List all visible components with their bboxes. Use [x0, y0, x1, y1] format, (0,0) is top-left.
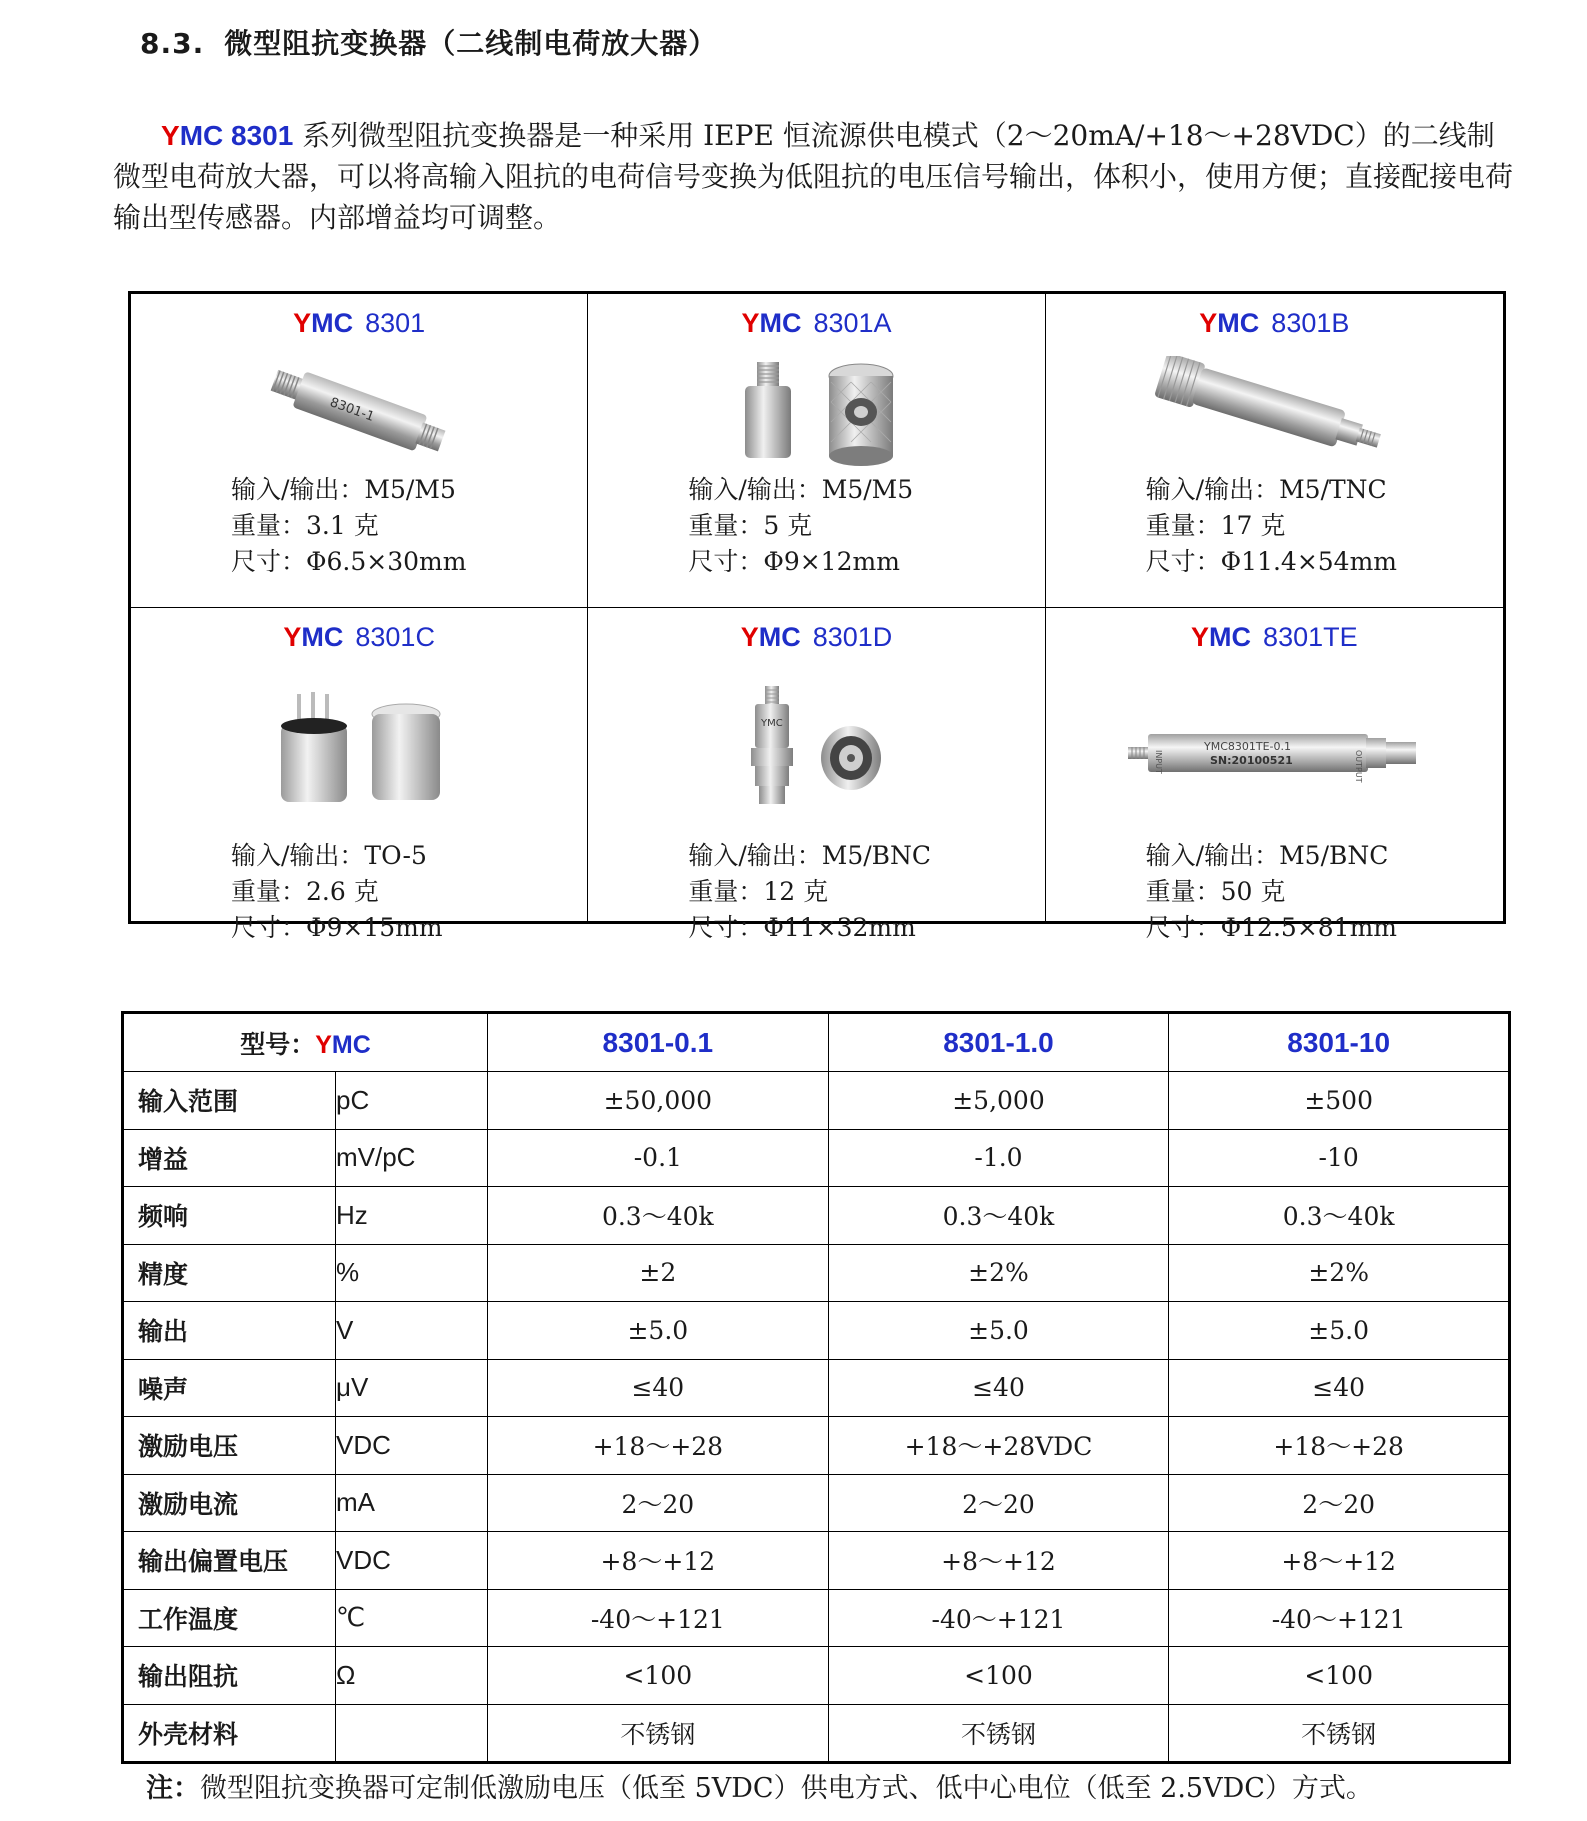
- product-card: [588, 294, 1045, 608]
- param-name: 激励电流: [123, 1474, 336, 1532]
- footnote-text: 微型阻抗变换器可定制低激励电压（低至 5VDC）供电方式、低中心电位（低至 2.5VDC）方式。: [200, 1773, 1373, 1804]
- model-label-cell: [123, 1013, 488, 1072]
- param-value: +18～+28: [1169, 1417, 1510, 1475]
- product-title: [588, 308, 1044, 339]
- param-value: ≤40: [828, 1359, 1169, 1417]
- product-specs: [1146, 472, 1397, 580]
- product-io: 输入/输出：M5/M5: [688, 475, 914, 504]
- param-value: 2～20: [1169, 1474, 1510, 1532]
- brand-y: Y: [741, 308, 760, 338]
- param-value: ±2%: [1169, 1244, 1510, 1302]
- product-specs: [231, 472, 466, 580]
- section-heading: [140, 22, 717, 62]
- param-unit: pC: [336, 1072, 488, 1130]
- product-specs: [688, 472, 913, 580]
- product-weight: 重量：12 克: [688, 876, 829, 906]
- param-name: 外壳材料: [123, 1704, 336, 1763]
- param-value: ±50,000: [488, 1072, 829, 1130]
- table-row: [123, 1129, 1510, 1187]
- param-value: -40～+121: [488, 1589, 829, 1647]
- product-io: 输入/输出：M5/TNC: [1145, 475, 1387, 504]
- param-value: 0.3～40k: [828, 1187, 1169, 1245]
- product-card: [588, 608, 1045, 942]
- param-value: ≤40: [488, 1359, 829, 1417]
- table-row: [123, 1589, 1510, 1647]
- brand-y: Y: [293, 308, 312, 338]
- table-row: [123, 1647, 1510, 1705]
- param-value: ±2: [488, 1244, 829, 1302]
- param-value: +8～+12: [828, 1532, 1169, 1590]
- product-card: [131, 294, 588, 608]
- product-image-8301te: [1124, 714, 1424, 794]
- product-engraving: YMC: [761, 717, 784, 729]
- param-value: 不锈钢: [488, 1704, 829, 1763]
- param-unit: VDC: [336, 1532, 488, 1590]
- param-unit: Hz: [336, 1187, 488, 1245]
- param-value: 2～20: [828, 1474, 1169, 1532]
- param-value: ±500: [1169, 1072, 1510, 1130]
- param-unit: VDC: [336, 1417, 488, 1475]
- table-row: [123, 1704, 1510, 1763]
- intro-brand: YMC 8301: [161, 120, 294, 151]
- product-image-8301: [259, 356, 459, 466]
- param-unit: mA: [336, 1474, 488, 1532]
- table-row: [123, 1187, 1510, 1245]
- param-value: 0.3～40k: [488, 1187, 829, 1245]
- param-name: 输出: [123, 1302, 336, 1360]
- table-row: [123, 1359, 1510, 1417]
- product-engraving-input: INPUT: [1154, 749, 1164, 774]
- product-model: 8301: [365, 308, 426, 338]
- product-engraving: YMC8301TE-0.1: [1204, 739, 1292, 753]
- product-image-8301b: [1149, 356, 1399, 466]
- spec-table: [121, 1011, 1511, 1764]
- product-title: [131, 622, 587, 653]
- param-value: +18～+28VDC: [828, 1417, 1169, 1475]
- product-serial: SN:20100521: [1210, 753, 1294, 767]
- brand-mc: MC: [759, 308, 802, 338]
- product-title: [131, 308, 587, 339]
- product-specs: [231, 838, 443, 946]
- product-card: [1046, 608, 1503, 942]
- column-header: 8301-0.1: [488, 1013, 829, 1072]
- param-value: +8～+12: [488, 1532, 829, 1590]
- product-size: 尺寸：Φ6.5×30mm: [231, 547, 467, 576]
- param-value: ±5.0: [1169, 1302, 1510, 1360]
- brand-mc: MC: [1217, 308, 1260, 338]
- param-value: 0.3～40k: [1169, 1187, 1510, 1245]
- param-value: 不锈钢: [828, 1704, 1169, 1763]
- brand-mc: MC: [1209, 621, 1252, 652]
- product-io: 输入/输出：TO-5: [231, 840, 427, 870]
- param-unit: Ω: [336, 1647, 488, 1705]
- brand-mc: MC: [311, 308, 354, 338]
- product-title: [1046, 622, 1503, 653]
- param-value: -0.1: [488, 1129, 829, 1187]
- param-value: ±2%: [828, 1244, 1169, 1302]
- spec-table-header: [123, 1013, 1510, 1072]
- param-name: 输入范围: [123, 1072, 336, 1130]
- brand-mc: MC: [758, 621, 801, 652]
- param-unit: mV/pC: [336, 1129, 488, 1187]
- brand-y: Y: [1191, 621, 1210, 652]
- table-row: [123, 1302, 1510, 1360]
- param-value: +18～+28: [488, 1417, 829, 1475]
- param-value: +8～+12: [1169, 1532, 1510, 1590]
- param-value: ≤40: [1169, 1359, 1510, 1417]
- product-image-8301d: [731, 682, 901, 812]
- product-io: 输入/输出：M5/M5: [231, 475, 456, 504]
- product-size: 尺寸：Φ11.4×54mm: [1145, 547, 1397, 576]
- column-header: 8301-10: [1169, 1013, 1510, 1072]
- footnote: [146, 1766, 1373, 1805]
- product-card: [131, 608, 588, 942]
- brand-y: Y: [1199, 308, 1218, 338]
- model-label: 型号：: [240, 1029, 316, 1059]
- product-card: [1046, 294, 1503, 608]
- table-row: [123, 1417, 1510, 1475]
- param-name: 激励电压: [123, 1417, 336, 1475]
- product-size: 尺寸：Φ11×32mm: [688, 912, 916, 942]
- param-value: 不锈钢: [1169, 1704, 1510, 1763]
- product-model: 8301TE: [1263, 621, 1358, 652]
- param-unit: [336, 1704, 488, 1763]
- table-row: [123, 1474, 1510, 1532]
- brand-y: Y: [283, 621, 302, 652]
- table-row: [123, 1532, 1510, 1590]
- param-value: ±5.0: [488, 1302, 829, 1360]
- product-image-8301a: [731, 356, 901, 466]
- product-model: 8301C: [355, 621, 435, 652]
- param-name: 工作温度: [123, 1589, 336, 1647]
- param-value: -40～+121: [828, 1589, 1169, 1647]
- param-name: 输出阻抗: [123, 1647, 336, 1705]
- param-value: ±5.0: [828, 1302, 1169, 1360]
- product-title: [588, 622, 1044, 653]
- param-value: <100: [488, 1647, 829, 1705]
- param-name: 噪声: [123, 1359, 336, 1417]
- product-io: 输入/输出：M5/BNC: [1145, 840, 1389, 870]
- product-weight: 重量：5 克: [688, 511, 813, 540]
- product-model: 8301D: [812, 621, 893, 652]
- product-io: 输入/输出：M5/BNC: [688, 840, 932, 870]
- brand-mc: MC: [301, 621, 344, 652]
- footnote-label: 注：: [146, 1773, 200, 1804]
- param-value: <100: [1169, 1647, 1510, 1705]
- product-title: [1046, 308, 1503, 339]
- section-number: 8.3.: [140, 27, 205, 60]
- product-size: 尺寸：Φ9×15mm: [231, 912, 443, 942]
- table-row: [123, 1072, 1510, 1130]
- brand-y: Y: [740, 621, 759, 652]
- param-name: 增益: [123, 1129, 336, 1187]
- param-value: <100: [828, 1647, 1169, 1705]
- intro-paragraph: [113, 115, 1513, 238]
- product-weight: 重量：50 克: [1145, 876, 1286, 906]
- param-name: 输出偏置电压: [123, 1532, 336, 1590]
- product-model: 8301A: [813, 308, 892, 338]
- product-engraving-output: OUTPUT: [1354, 749, 1364, 783]
- product-weight: 重量：3.1 克: [231, 511, 379, 540]
- param-value: -40～+121: [1169, 1589, 1510, 1647]
- section-title: 微型阻抗变换器（二线制电荷放大器）: [224, 27, 718, 60]
- param-name: 精度: [123, 1244, 336, 1302]
- param-value: -10: [1169, 1129, 1510, 1187]
- column-header: 8301-1.0: [828, 1013, 1169, 1072]
- product-weight: 重量：2.6 克: [231, 876, 379, 906]
- param-unit: V: [336, 1302, 488, 1360]
- product-specs: [688, 838, 931, 946]
- param-value: 2～20: [488, 1474, 829, 1532]
- param-unit: ℃: [336, 1589, 488, 1647]
- product-size: 尺寸：Φ9×12mm: [688, 547, 900, 576]
- param-value: ±5,000: [828, 1072, 1169, 1130]
- product-model: 8301B: [1271, 308, 1350, 338]
- product-grid: [128, 291, 1506, 942]
- product-specs: [1146, 838, 1397, 946]
- table-row: [123, 1244, 1510, 1302]
- param-unit: μV: [336, 1359, 488, 1417]
- product-weight: 重量：17 克: [1145, 511, 1286, 540]
- product-engraving: 8301-1: [327, 395, 377, 425]
- product-image-8301c: [269, 688, 449, 808]
- model-brand: YMC: [315, 1030, 371, 1059]
- param-unit: %: [336, 1244, 488, 1302]
- param-name: 频响: [123, 1187, 336, 1245]
- param-value: -1.0: [828, 1129, 1169, 1187]
- intro-text: 系列微型阻抗变换器是一种采用 IEPE 恒流源供电模式（2～20mA/+18～+28VDC）的二线制微型电荷放大器，可以将高输入阻抗的电荷信号变换为低阻抗的电压信号输出，体积小，使用方便；直接配接电荷输出型传感器。内部增益均可调整。: [113, 119, 1514, 234]
- product-size: 尺寸：Φ12.5×81mm: [1145, 912, 1397, 942]
